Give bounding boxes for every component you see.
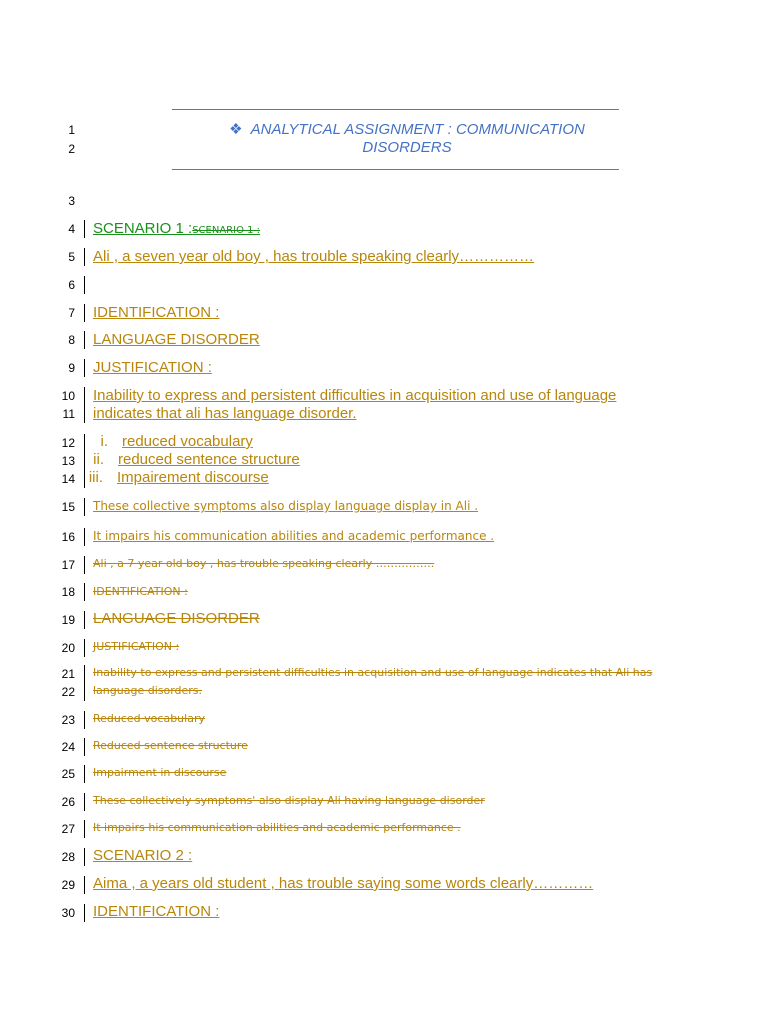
- line-number: 12: [61, 436, 75, 450]
- line-number: 16: [61, 530, 75, 544]
- change-bar: [84, 711, 85, 729]
- justification-text-1: Inability to express and persistent difficulties in acquisition and use of language: [93, 387, 617, 404]
- line-number: 30: [61, 906, 75, 920]
- line-number: 15: [61, 500, 75, 514]
- change-bar: [84, 498, 85, 516]
- line-number: 13: [61, 454, 75, 468]
- change-bar: [84, 665, 85, 701]
- line-number: 14: [61, 472, 75, 486]
- line-number: 20: [61, 641, 75, 655]
- line-number: 23: [61, 713, 75, 727]
- change-bar: [84, 904, 85, 922]
- line-number: 25: [61, 767, 75, 781]
- deleted-justification-text-1: Inability to express and persistent difficulties in acquisition and use of language indicates that Ali has: [93, 666, 653, 679]
- change-bar: [84, 387, 85, 423]
- deleted-language-disorder: LANGUAGE DISORDER: [93, 610, 260, 627]
- deleted-impairs: It impairs his communication abilities and academic performance .: [93, 821, 461, 834]
- list-item-text: reduced sentence structure: [118, 451, 300, 468]
- diamond-bullet-icon: ❖: [229, 121, 243, 138]
- line-number: 24: [61, 740, 75, 754]
- justification-text-2: indicates that ali has language disorder.: [93, 405, 357, 422]
- line-number: 10: [61, 389, 75, 403]
- line-number: 2: [68, 142, 75, 156]
- change-bar: [84, 639, 85, 657]
- line-number: 28: [61, 850, 75, 864]
- change-bar: [84, 528, 85, 546]
- list-item: [72, 451, 300, 468]
- line-number: 6: [68, 278, 75, 292]
- change-bar: [84, 848, 85, 866]
- identification-heading-2: IDENTIFICATION :: [93, 903, 220, 920]
- change-bar: [84, 765, 85, 783]
- line-number: 21: [61, 667, 75, 681]
- change-bar: [84, 359, 85, 377]
- title-line-1: ❖ ANALYTICAL ASSIGNMENT : COMMUNICATION: [229, 121, 585, 138]
- change-bar: [84, 276, 85, 294]
- line-number: 9: [68, 361, 75, 375]
- language-disorder-heading: LANGUAGE DISORDER: [93, 331, 260, 348]
- identification-heading: IDENTIFICATION :: [93, 304, 220, 321]
- change-bar: [84, 304, 85, 322]
- deleted-justification-text-2: language disorders.: [93, 684, 203, 697]
- line-number: 17: [61, 558, 75, 572]
- deleted-reduced-sentence: Reduced sentence structure: [93, 739, 248, 752]
- scenario-2-description: Aima , a years old student , has trouble saying some words clearly…………: [93, 875, 594, 892]
- change-bar: [84, 738, 85, 756]
- impairs-text: It impairs his communication abilities and academic performance .: [93, 529, 495, 543]
- line-number: 7: [68, 306, 75, 320]
- deleted-reduced-vocabulary: Reduced vocabulary: [93, 712, 205, 725]
- change-bar: [84, 583, 85, 601]
- change-bar: [84, 876, 85, 894]
- change-bar: [84, 331, 85, 349]
- justification-heading: JUSTIFICATION :: [93, 359, 212, 376]
- document-title: [172, 121, 642, 157]
- deleted-justification: JUSTIFICATION :: [93, 640, 180, 653]
- list-item: [71, 469, 269, 486]
- scenario-1-description: Ali , a seven year old boy , has trouble speaking clearly……………: [93, 248, 535, 265]
- list-item-number: iii.: [88, 469, 103, 486]
- change-bar: [84, 611, 85, 629]
- line-number: 26: [61, 795, 75, 809]
- deleted-identification: IDENTIFICATION :: [93, 585, 188, 598]
- line-number: 5: [68, 250, 75, 264]
- title-line-2: DISORDERS: [362, 139, 452, 156]
- list-item-number: i.: [100, 433, 108, 450]
- change-bar: [84, 556, 85, 574]
- line-number: 19: [61, 613, 75, 627]
- deleted-impairment: Impairment in discourse: [93, 766, 227, 779]
- scenario-1-heading: SCENARIO 1 :SCENARIO 1 :: [93, 220, 261, 237]
- change-bar: [84, 248, 85, 266]
- line-number: 1: [68, 123, 75, 137]
- line-number: 8: [68, 333, 75, 347]
- scenario-2-heading: SCENARIO 2 :: [93, 847, 193, 864]
- line-number: 27: [61, 822, 75, 836]
- line-number: 18: [61, 585, 75, 599]
- list-item: [76, 433, 253, 450]
- title-top-rule: [172, 109, 619, 110]
- line-number: 29: [61, 878, 75, 892]
- collective-symptoms-text: These collective symptoms also display language display in Ali .: [93, 499, 479, 513]
- list-item-number: ii.: [93, 451, 104, 468]
- line-number: 22: [61, 685, 75, 699]
- line-number: 4: [68, 222, 75, 236]
- change-bar: [84, 820, 85, 838]
- line-number: 11: [62, 407, 75, 421]
- change-bar: [84, 220, 85, 238]
- deleted-collectively: These collectively symptoms' also display Ali having language disorder: [93, 794, 485, 807]
- line-number: 3: [68, 194, 75, 208]
- list-item-text: Impairement discourse: [117, 469, 269, 486]
- change-bar: [84, 793, 85, 811]
- list-item-text: reduced vocabulary: [122, 433, 253, 450]
- deleted-scenario-description: Ali , a 7 year old boy , has trouble speaking clearly …………….: [93, 557, 435, 570]
- title-bottom-rule: [172, 169, 619, 170]
- scenario-1-deleted: SCENARIO 1 :: [192, 225, 261, 236]
